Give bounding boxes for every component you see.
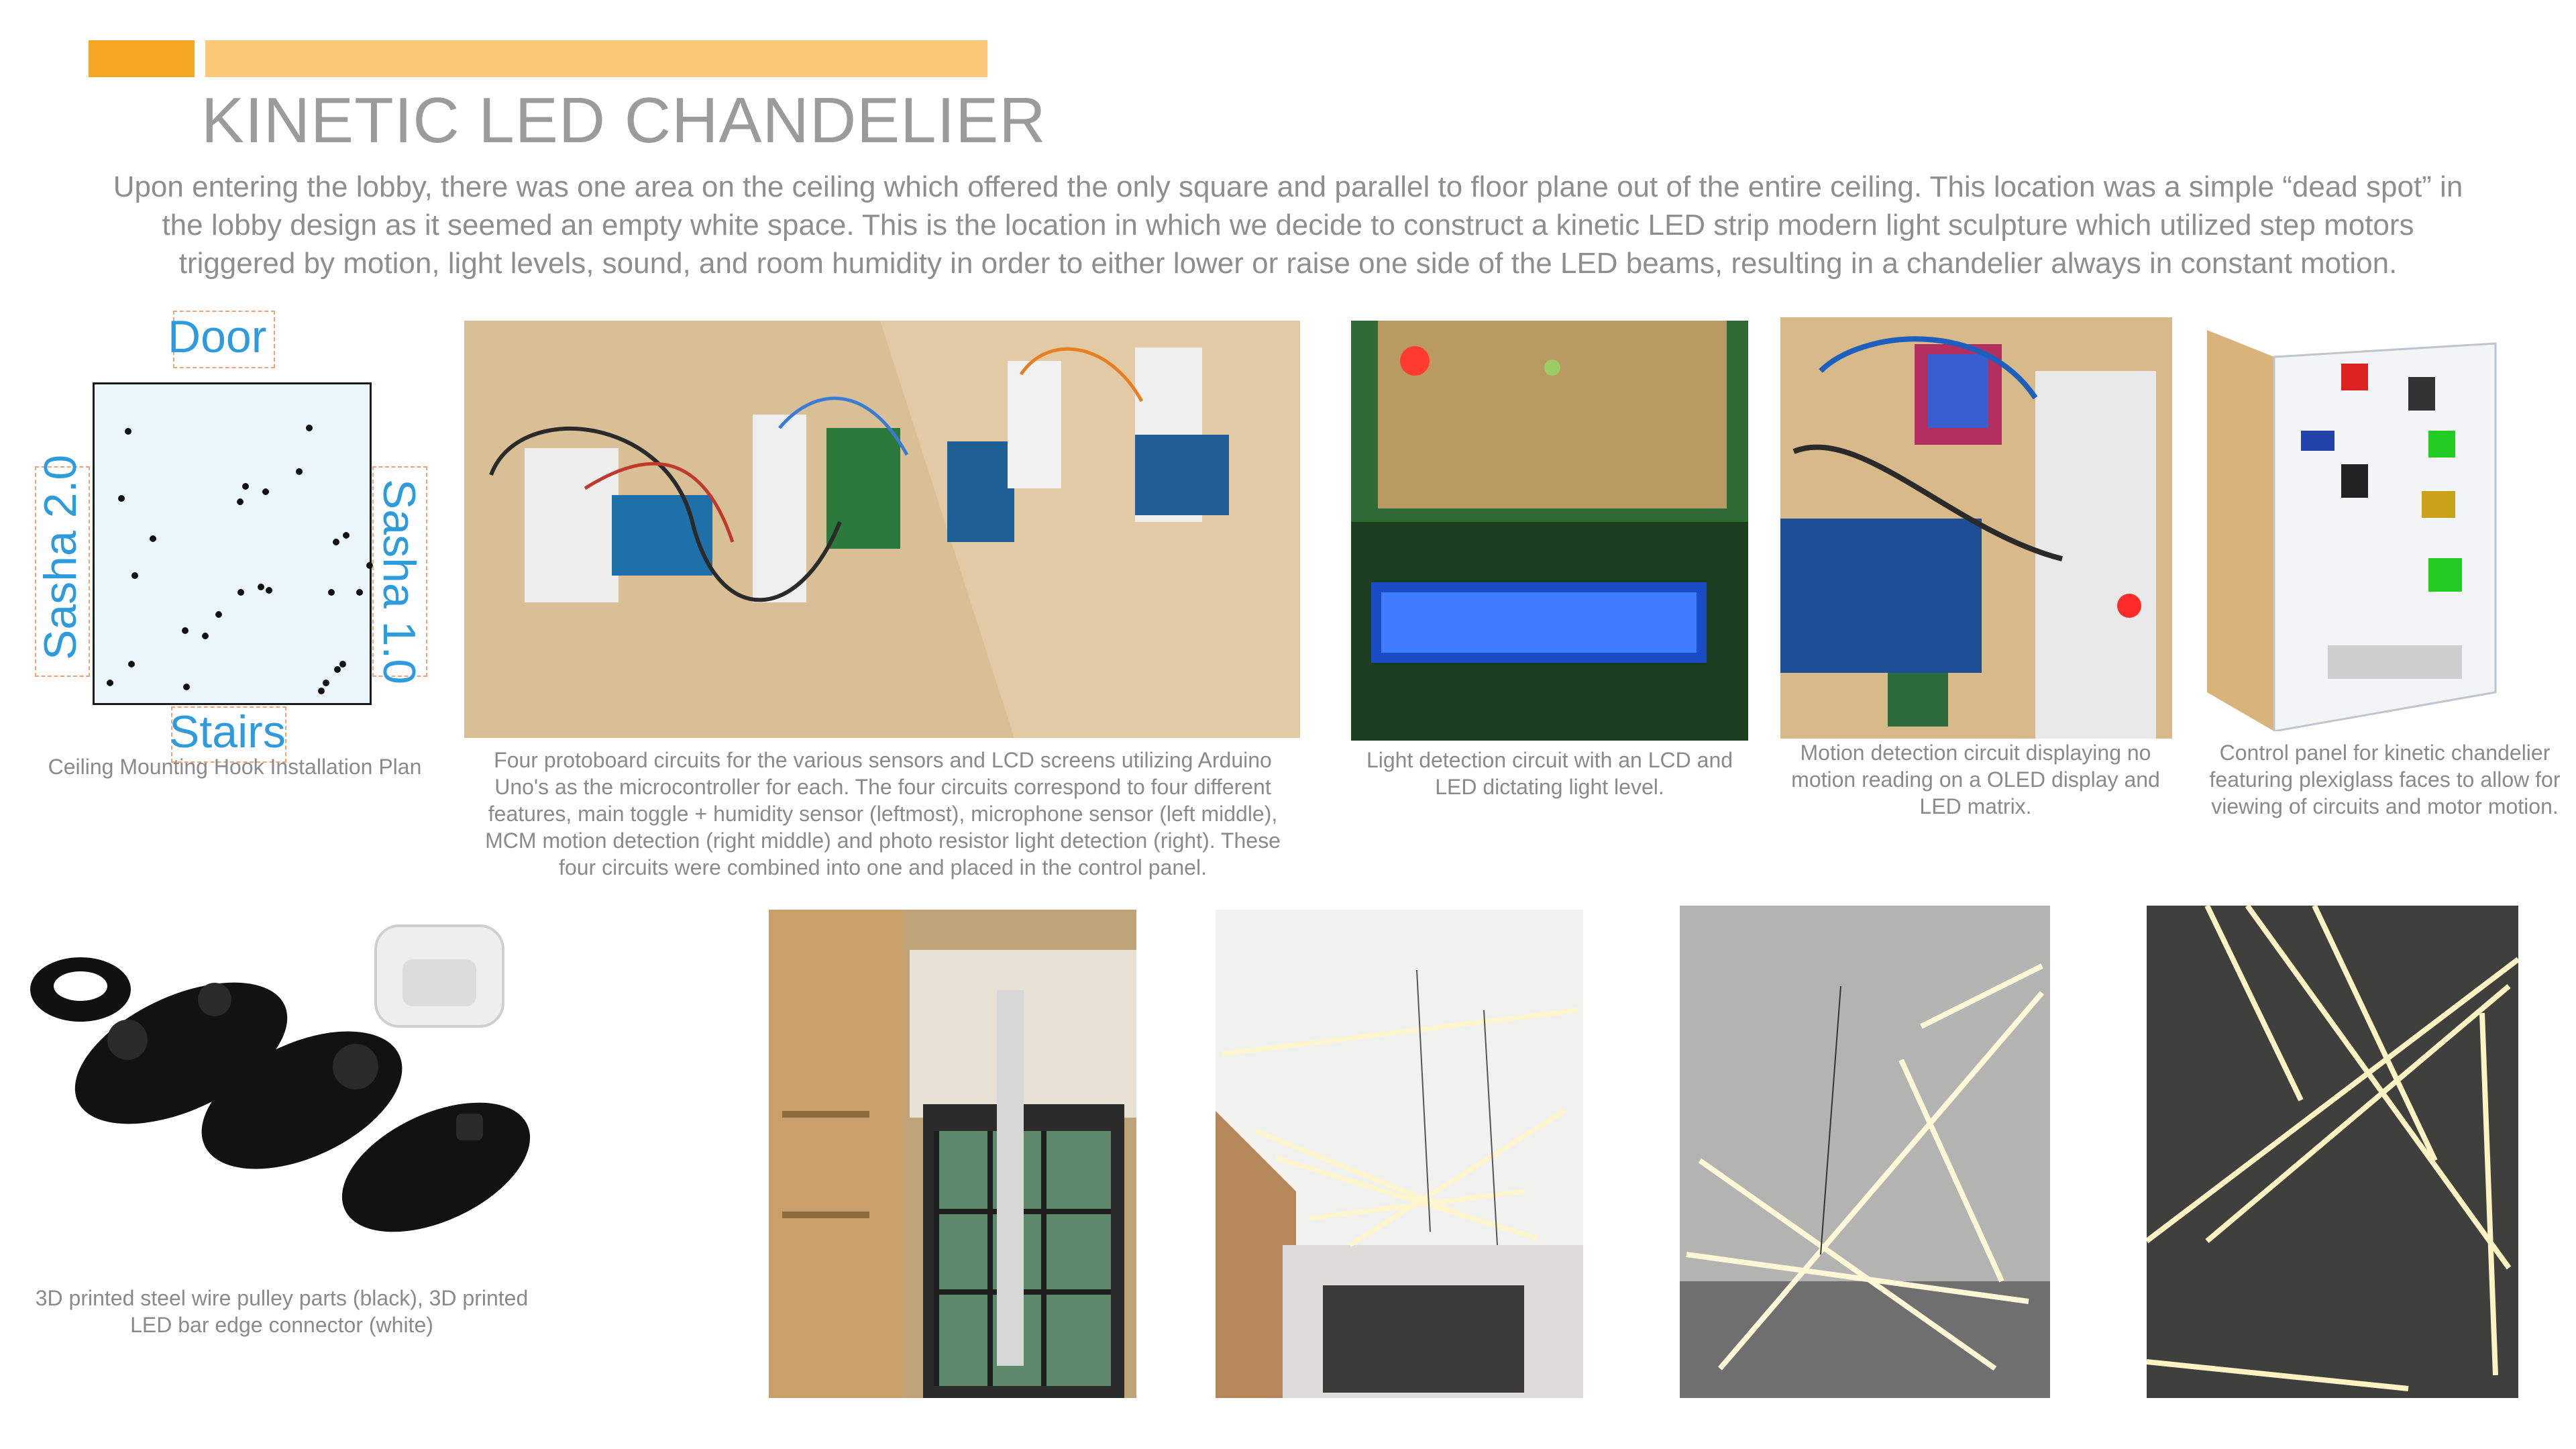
- intro-paragraph: Upon entering the lobby, there was one area on the ceiling which offered the only square and parallel to floor plane out of the entire ceiling. This location was a simple “dead spot” in the lobby design as it seemed an empty white space. This is the location in which we decide to construct a kinetic LED strip modern light sculpture which utilized step motors triggered by motion, light levels, sound, and room humidity in order to either lower or raise one side of the LED beams, resulting in a chandelier always in constant motion.: [113, 170, 2463, 280]
- motion-detection-caption: Motion detection circuit displaying no motion reading on a OLED display and LED matrix.: [1791, 741, 2160, 818]
- ceiling-square: [93, 382, 372, 705]
- right-neighbor-label: Sasha 1.0: [374, 479, 425, 685]
- accent-bar-short: [89, 40, 195, 77]
- light-detection-photo: [1351, 321, 1748, 741]
- control-panel-caption: Control panel for kinetic chandelier featuring plexiglass faces to allow for viewing of circuits and motor motion.: [2209, 741, 2561, 818]
- chandelier-photo-2: [1680, 906, 2050, 1398]
- accent-bar-long: [205, 40, 987, 77]
- printed-parts-render: [27, 912, 537, 1275]
- page-title: KINETIC LED CHANDELIER: [201, 85, 1046, 156]
- printed-parts-caption: 3D printed steel wire pulley parts (black), 3D printed LED bar edge connector (white): [35, 1286, 529, 1337]
- control-panel-photo: [2207, 317, 2524, 731]
- chandelier-photo-3: [2147, 906, 2518, 1398]
- light-detection-caption: Light detection circuit with an LCD and LED dictating light level.: [1366, 748, 1733, 799]
- protoboards-photo: [464, 321, 1300, 738]
- chandelier-photo-1: [1216, 910, 1583, 1398]
- motion-detection-photo: [1780, 317, 2172, 739]
- stairs-label: Stairs: [169, 706, 286, 757]
- lobby-photo: [769, 910, 1136, 1398]
- left-neighbor-label: Sasha 2.0: [35, 454, 86, 660]
- door-label: Door: [168, 311, 267, 362]
- plan-caption: Ceiling Mounting Hook Installation Plan: [48, 755, 422, 779]
- protoboards-caption: Four protoboard circuits for the various sensors and LCD screens utilizing Arduino Uno's as the microcontroller for each. The four circuits correspond to four different features, main toggle + humidity sensor (leftmost), microphone sensor (left middle), MCM motion detection (right middle) and photo resistor light detection (right). These four circuits were combined into one and placed in the control panel.: [485, 748, 1281, 879]
- ceiling-plan: [27, 305, 443, 788]
